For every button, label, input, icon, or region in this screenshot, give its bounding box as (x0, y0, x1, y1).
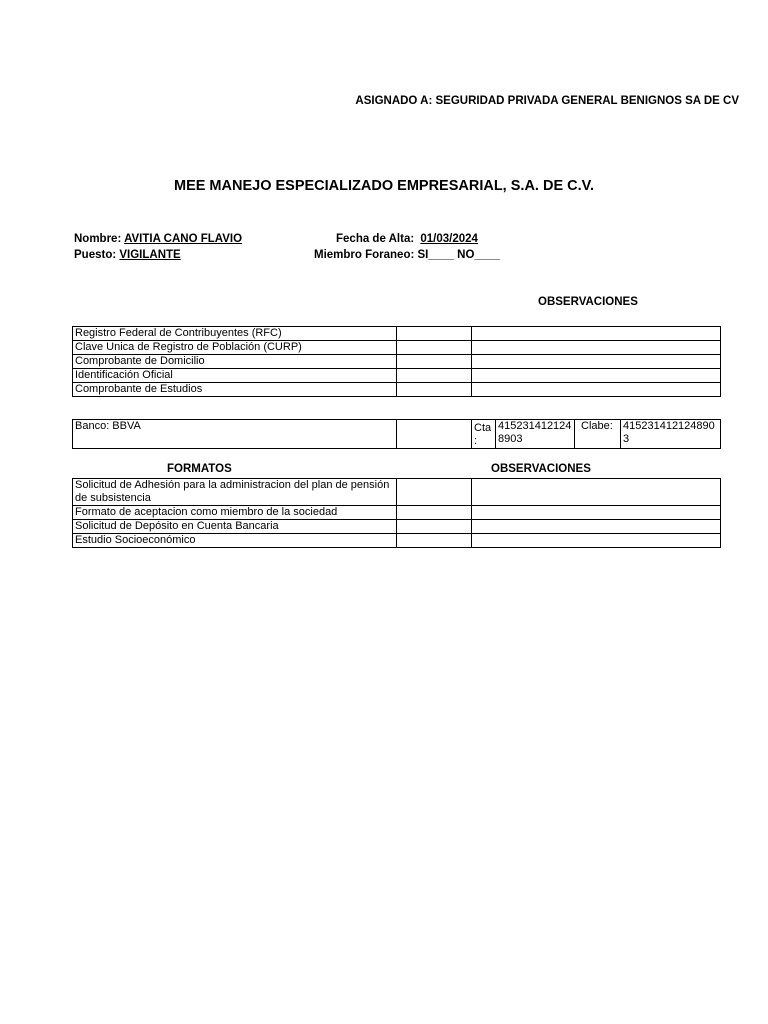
document-label: Registro Federal de Contribuyentes (RFC) (73, 327, 397, 341)
document-check-cell[interactable] (397, 383, 472, 397)
formats-table (72, 478, 721, 548)
format-label: Solicitud de Adhesión para la administracion del plan de pensión de subsistencia (73, 479, 397, 506)
table-row (73, 369, 721, 383)
document-observation-cell[interactable] (472, 327, 721, 341)
format-check-cell[interactable] (397, 506, 472, 520)
bank-label: Banco: BBVA (73, 420, 397, 449)
table-row (73, 479, 721, 506)
name-value: AVITIA CANO FLAVIO (124, 233, 243, 245)
date-value: 01/03/2024 (420, 233, 478, 245)
format-observation-cell[interactable] (472, 506, 721, 520)
table-row (73, 506, 721, 520)
document-check-cell[interactable] (397, 327, 472, 341)
format-label: Solicitud de Depósito en Cuenta Bancaria (73, 520, 397, 534)
document-check-cell[interactable] (397, 341, 472, 355)
date-label: Fecha de Alta: (336, 233, 415, 245)
table-row (73, 520, 721, 534)
document-label: Identificación Oficial (73, 369, 397, 383)
document-check-cell[interactable] (397, 355, 472, 369)
table-row (73, 420, 721, 449)
document-label: Comprobante de Domicilio (73, 355, 397, 369)
clabe-label: Clabe: (575, 420, 621, 449)
assigned-to: ASIGNADO A: SEGURIDAD PRIVADA GENERAL BENIGNOS SA DE CV (355, 95, 739, 107)
format-check-cell[interactable] (397, 479, 472, 506)
account-label: Cta : (472, 420, 496, 449)
document-observation-cell[interactable] (472, 355, 721, 369)
format-label: Formato de aceptacion como miembro de la sociedad (73, 506, 397, 520)
name-label: Nombre: (74, 233, 122, 245)
document-check-cell[interactable] (397, 369, 472, 383)
company-title: MEE MANEJO ESPECIALIZADO EMPRESARIAL, S.A. DE C.V. (173, 178, 595, 194)
clabe-number: 415231412124890 3 (621, 420, 721, 449)
format-observation-cell[interactable] (472, 534, 721, 548)
format-label: Estudio Socioeconómico (73, 534, 397, 548)
document-observation-cell[interactable] (472, 341, 721, 355)
document-label: Comprobante de Estudios (73, 383, 397, 397)
format-check-cell[interactable] (397, 520, 472, 534)
format-check-cell[interactable] (397, 534, 472, 548)
documents-table (72, 326, 721, 397)
position-field (74, 249, 181, 261)
observations-heading: OBSERVACIONES (538, 296, 638, 308)
document-label: Clave Unica de Registro de Población (CURP) (73, 341, 397, 355)
format-observation-cell[interactable] (472, 479, 721, 506)
format-observation-cell[interactable] (472, 520, 721, 534)
date-field (336, 233, 478, 245)
account-number: 4152314121248903 (496, 420, 575, 449)
bank-check-cell[interactable] (397, 420, 472, 449)
table-row (73, 534, 721, 548)
name-field (74, 233, 242, 245)
foreign-member-field: Miembro Foraneo: SI____ NO____ (314, 249, 500, 261)
table-row (73, 327, 721, 341)
position-label: Puesto: (74, 249, 117, 261)
table-row (73, 383, 721, 397)
document-observation-cell[interactable] (472, 383, 721, 397)
bank-table (72, 419, 721, 449)
position-value: VIGILANTE (119, 249, 181, 261)
formats-heading: FORMATOS (167, 463, 232, 475)
table-row (73, 341, 721, 355)
document-observation-cell[interactable] (472, 369, 721, 383)
formats-observations-heading: OBSERVACIONES (491, 463, 591, 475)
table-row (73, 355, 721, 369)
